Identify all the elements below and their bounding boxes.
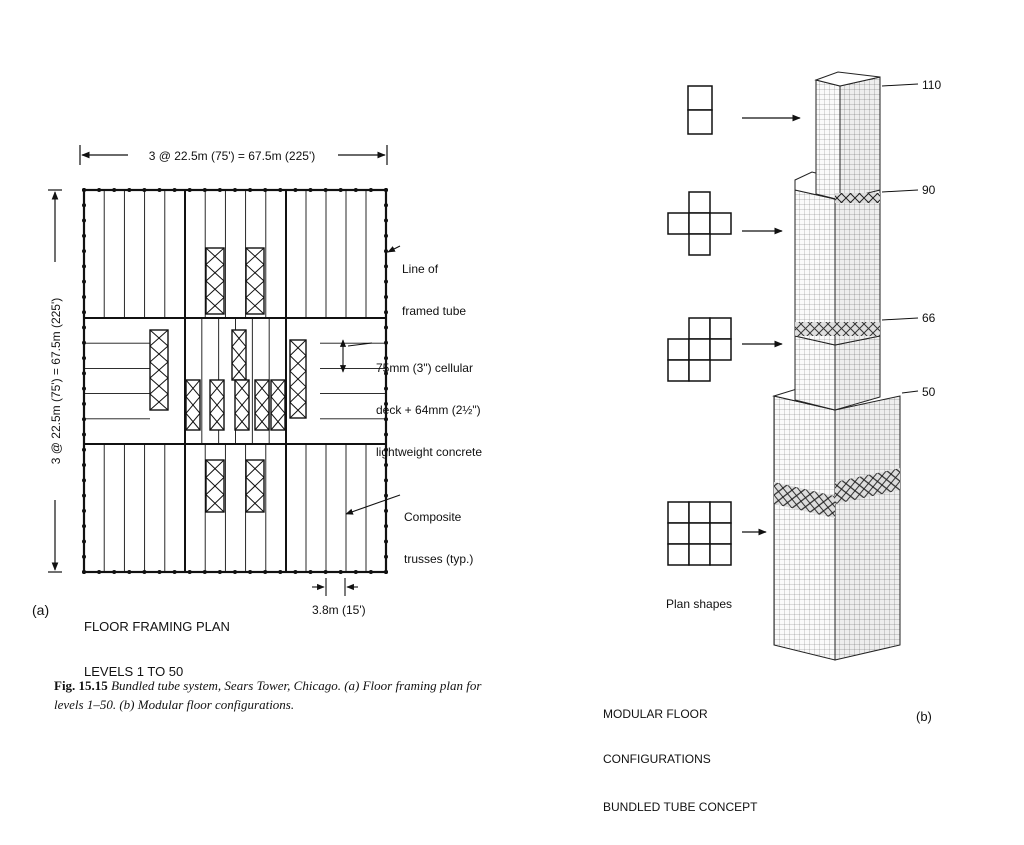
plan-cell: [689, 318, 710, 339]
deck-line1: 75mm (3") cellular: [376, 361, 473, 375]
plan-cell: [710, 339, 731, 360]
trusses-line2: trusses (typ.): [404, 552, 474, 566]
caption-fig-number: Fig. 15.15: [54, 678, 108, 693]
level-label-90: 90: [922, 183, 936, 197]
side-dimension-label: 3 @ 22.5m (75') = 67.5m (225'): [49, 297, 63, 465]
framed-tube-line2: framed tube: [402, 304, 467, 318]
plan-shapes-group: [668, 86, 731, 565]
plan-cell: [688, 86, 712, 110]
panel-b-label: (b): [916, 709, 932, 724]
bundled-tube-title-line2: CONFIGURATIONS: [603, 752, 711, 766]
plan-shape-2-cell: [688, 86, 712, 134]
floor-plan-title-line1: FLOOR FRAMING PLAN: [84, 619, 230, 634]
plan-cell: [688, 110, 712, 134]
floor-plan-title-line2: LEVELS 1 TO 50: [84, 664, 184, 679]
plan-shapes-label: Plan shapes: [666, 597, 733, 611]
plan-cell: [710, 523, 731, 544]
bundled-tube-title: [603, 677, 757, 845]
level-label-66: 66: [922, 311, 936, 325]
caption-text: Bundled tube system, Sears Tower, Chicago. (a) Floor framing plan for levels 1–50. (b) Modular floor configurations.: [54, 678, 482, 712]
bundled-tube-title-line1: MODULAR FLOOR: [603, 707, 708, 721]
plan-shape-7-cell: [668, 318, 731, 381]
plan-cell: [689, 360, 710, 381]
plan-cell: [710, 502, 731, 523]
plan-cell: [710, 318, 731, 339]
plan-cell: [668, 360, 689, 381]
plan-cell: [668, 544, 689, 565]
plan-cell: [689, 339, 710, 360]
plan-shape-5-cell: [668, 192, 731, 255]
plan-shape-9-cell: [668, 502, 731, 565]
tower-mid-side: [835, 336, 880, 410]
deck-line2: deck + 64mm (2½"): [376, 403, 481, 417]
panel-a-label: (a): [32, 602, 50, 618]
level-label-110: 110: [922, 78, 942, 92]
tower-base-side: [835, 396, 900, 660]
level-leaders: [882, 84, 918, 393]
plan-cell: [668, 339, 689, 360]
plan-cell: [668, 523, 689, 544]
tower-top-side: [840, 77, 880, 200]
tower-upper-side: [835, 190, 880, 345]
tower-base-front: [774, 396, 835, 660]
plan-cell: [668, 213, 689, 234]
bundled-tube-title-line3: BUNDLED TUBE CONCEPT: [603, 800, 758, 814]
tower-upper-front: [795, 190, 835, 345]
plan-cell: [710, 544, 731, 565]
trusses-line1: Composite: [404, 510, 462, 524]
tower-top-front: [816, 80, 840, 200]
plan-cell: [689, 234, 710, 255]
top-dimension-label: 3 @ 22.5m (75') = 67.5m (225'): [148, 149, 316, 163]
plan-cell: [689, 523, 710, 544]
plan-cell: [689, 502, 710, 523]
plan-cell: [668, 502, 689, 523]
tower-mid-front: [795, 336, 835, 410]
plan-cell: [689, 544, 710, 565]
deck-line3: lightweight concrete: [376, 445, 483, 459]
level-label-50: 50: [922, 385, 936, 399]
spacing-dimension-label: 3.8m (15'): [312, 603, 366, 617]
plan-cell: [689, 192, 710, 213]
plan-cell: [689, 213, 710, 234]
framed-tube-line1: Line of: [402, 262, 439, 276]
plan-cell: [710, 213, 731, 234]
sears-tower-model: [774, 72, 900, 660]
